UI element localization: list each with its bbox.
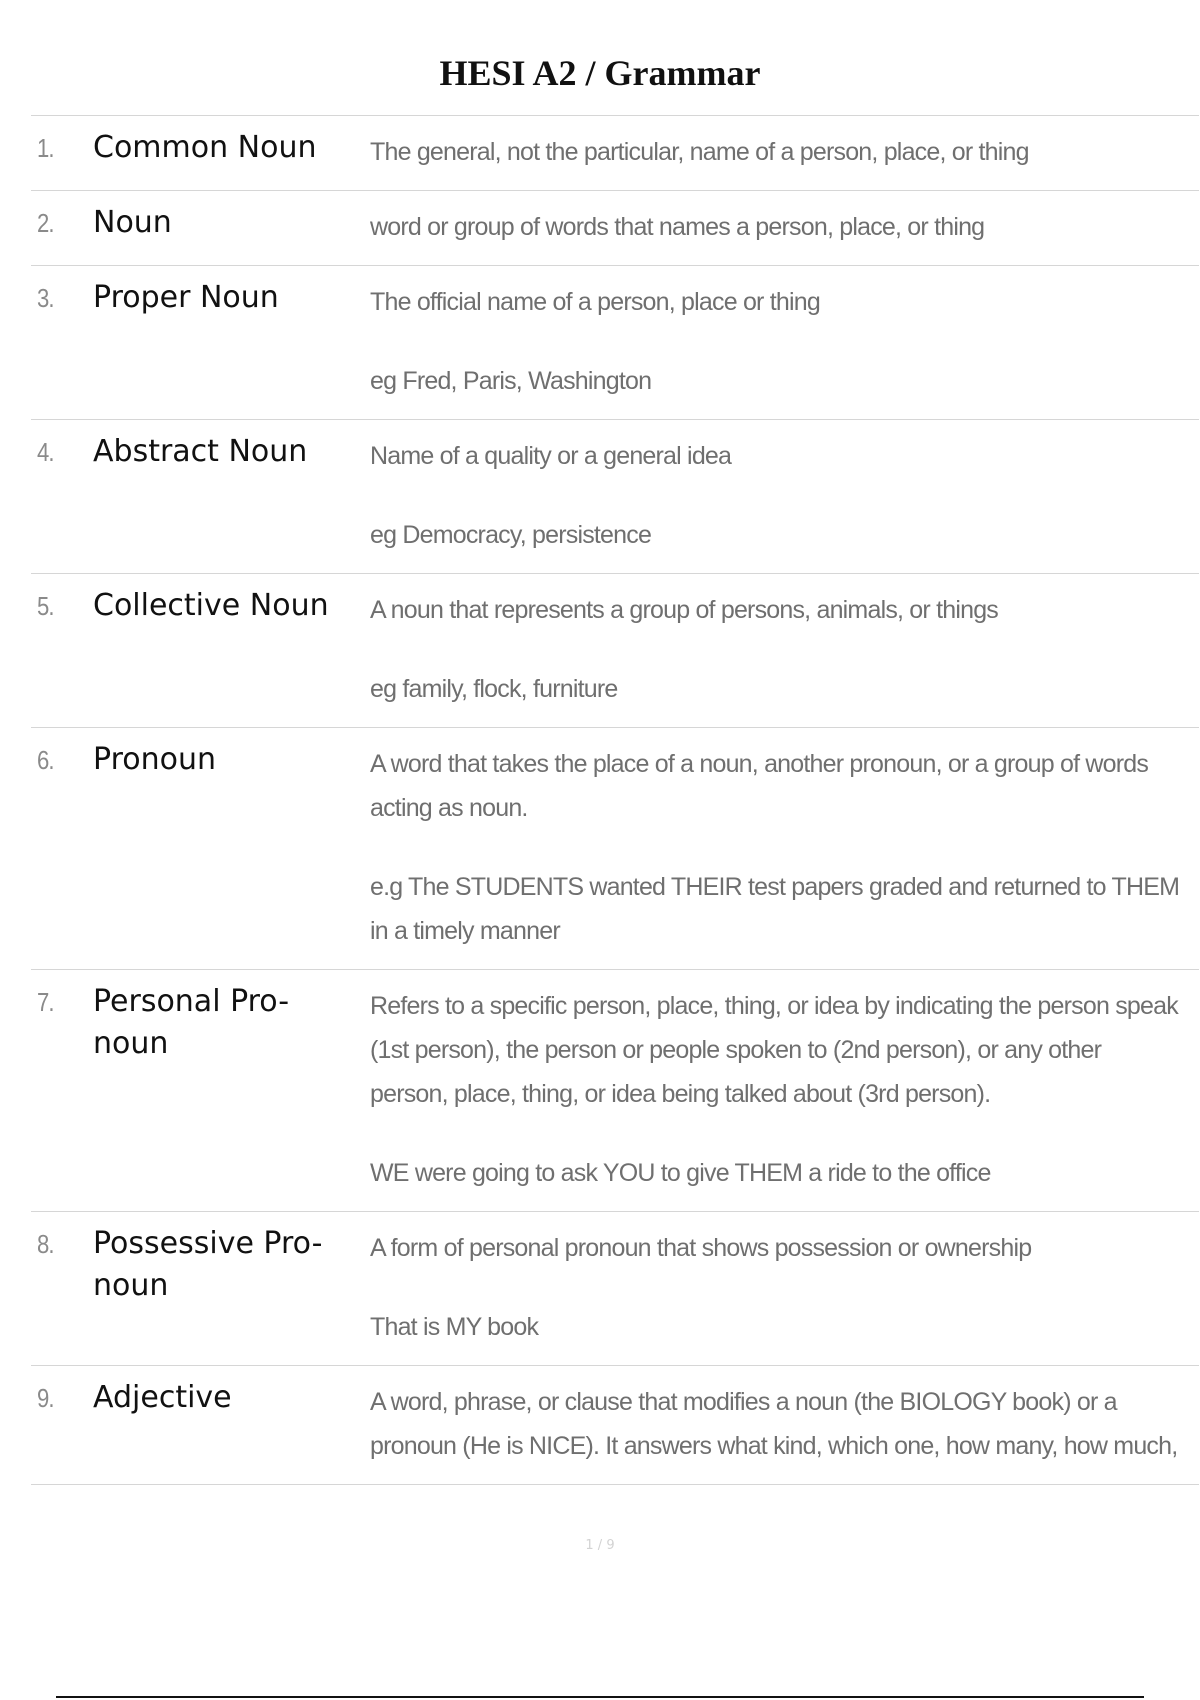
term-label: Abstract Noun (93, 434, 308, 469)
definition-text: A word, phrase, or clause that modifies a noun (the BIOLOGY book) or a pronoun (He is NICE). It answers what kind, which one, how many, how much, (370, 1388, 1178, 1460)
definition-cell (370, 434, 1199, 557)
row-number: 4. (36, 437, 54, 467)
glossary-row (31, 1366, 1199, 1485)
example-text: eg Democracy, persistence (370, 521, 652, 549)
glossary-row (31, 116, 1199, 191)
example-text: eg Fred, Paris, Washington (370, 367, 652, 395)
definition-cell (370, 1226, 1199, 1349)
example-text: That is MY book (370, 1313, 539, 1341)
row-number: 2. (36, 208, 54, 238)
example-text: eg family, flock, furniture (370, 675, 618, 703)
definition-cell (370, 588, 1199, 711)
glossary-row (31, 266, 1199, 420)
definition-cell (370, 280, 1199, 403)
row-number: 9. (36, 1383, 54, 1413)
definition-cell (370, 205, 1199, 249)
page-number: 1 / 9 (585, 1538, 615, 1553)
definition-text: A word that takes the place of a noun, another pronoun, or a group of words acting as noun. (370, 750, 1149, 822)
glossary-row (31, 574, 1199, 728)
row-number: 6. (36, 745, 54, 775)
term-label: Noun (93, 205, 172, 240)
term-label: Personal Pro- noun (93, 984, 290, 1061)
bottom-divider (56, 1696, 1144, 1698)
row-number: 3. (36, 283, 54, 313)
definition-text: A form of personal pronoun that shows possession or ownership (370, 1234, 1032, 1262)
term-label: Adjective (93, 1380, 232, 1415)
definition-cell (370, 984, 1199, 1195)
term-label: Common Noun (93, 130, 317, 165)
definition-text: Name of a quality or a general idea (370, 442, 732, 470)
example-text: WE were going to ask YOU to give THEM a ride to the office (370, 1159, 991, 1187)
definition-cell (370, 742, 1199, 953)
glossary-row (31, 420, 1199, 574)
row-number: 8. (36, 1229, 54, 1259)
term-label: Collective Noun (93, 588, 329, 623)
glossary-table (31, 115, 1199, 1485)
term-label: Proper Noun (93, 280, 279, 315)
definition-text: The official name of a person, place or thing (370, 288, 820, 316)
glossary-row (31, 1212, 1199, 1366)
definition-cell (370, 130, 1199, 174)
term-label: Pronoun (93, 742, 216, 777)
definition-text: Refers to a specific person, place, thing, or idea by indicating the person speak (1st person), the person or people spoken to (2nd person), or any other person, place, thing, or idea being talked about (3rd person). (370, 992, 1178, 1108)
row-number: 5. (36, 591, 54, 621)
definition-text: The general, not the particular, name of a person, place, or thing (370, 138, 1029, 166)
term-label: Possessive Pro- noun (93, 1226, 323, 1303)
page-title: HESI A2 / Grammar (439, 53, 761, 93)
definition-text: word or group of words that names a person, place, or thing (370, 213, 985, 241)
glossary-row (31, 970, 1199, 1212)
definition-cell (370, 1380, 1199, 1468)
row-number: 7. (36, 987, 54, 1017)
glossary-row (31, 191, 1199, 266)
glossary-row (31, 728, 1199, 970)
row-number: 1. (36, 133, 54, 163)
example-text: e.g The STUDENTS wanted THEIR test papers graded and returned to THEM in a timely manner (370, 873, 1180, 945)
definition-text: A noun that represents a group of persons, animals, or things (370, 596, 998, 624)
